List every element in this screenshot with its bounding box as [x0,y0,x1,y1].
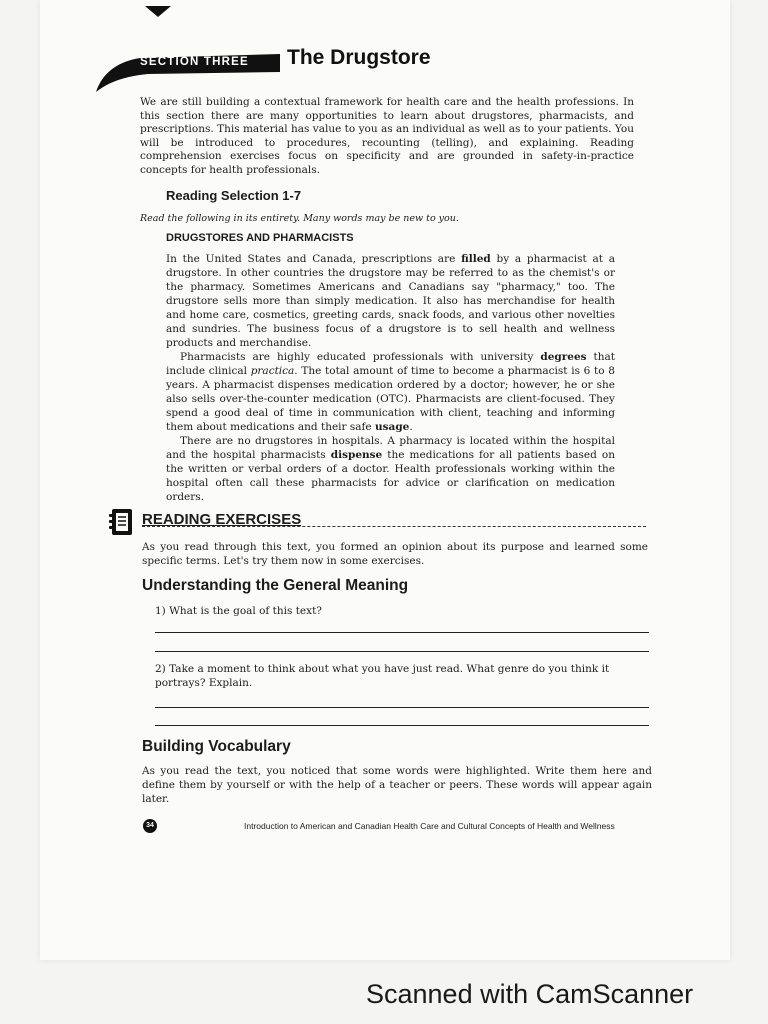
article-paragraph: Pharmacists are highly educated professionals with university degrees that include clinical practica. The total amount of time to become a pharmacist is 6 to 8 years. A pharmacist dispenses medication ordered by a doctor; however, he or she also sells over-the-counter medication (OTC). Pharmacists are client-focused. They spend a good deal of time in communication with client, teaching and informing them about medications and their safe usage. [166,351,615,433]
highlighted-term: usage [374,421,410,433]
article-paragraph: There are no drugstores in hospitals. A pharmacy is located within the hospital and the hospital pharmacists dispense the medications for all patients based on the written or verbal orders of a doctor. Health professionals working within the hospital often call these pharmacists for advice or clarification on medication orders. [166,435,615,503]
page-corner-mark [145,6,171,17]
dashed-divider [142,526,646,527]
intro-paragraph: We are still building a contextual framework for health care and the health professions. In this section there are many opportunities to learn about drugstores, pharmacists, and prescriptions. This material has value to you as an individual as well as to your patients. You will be introduced to procedures, recounting (telling), and explaining. Reading comprehension exercises focus on specificity and are grounded in safety-in-practice concepts for health professionals. [140,96,634,176]
answer-line[interactable] [155,725,649,726]
highlighted-term: filled [461,253,491,265]
running-footer: Introduction to American and Canadian Health Care and Cultural Concepts of Health and Wellness [244,821,615,831]
answer-line[interactable] [155,632,649,633]
general-meaning-heading: Understanding the General Meaning [142,577,409,594]
question-1: 1) What is the goal of this text? [155,605,322,617]
page-title: The Drugstore [287,46,431,69]
reading-selection-heading: Reading Selection 1-7 [166,188,302,203]
reading-instruction: Read the following in its entirety. Many words may be new to you. [140,213,459,224]
vocabulary-instructions: As you read the text, you noticed that some words were highlighted. Write them here and define them by yourself or with the help of a teacher or peers. These words will appear again later. [142,765,652,805]
scanner-watermark: Scanned with CamScanner [366,979,694,1009]
page-number: 34 [143,819,157,833]
answer-line[interactable] [155,651,649,652]
exercises-intro: As you read through this text, you formed an opinion about its purpose and learned some specific terms. Let's try them now in some exercises. [142,541,648,567]
italic-term: practica [250,365,295,377]
section-label: SECTION THREE [140,56,249,68]
highlighted-term: degrees [540,351,587,363]
highlighted-term: dispense [330,449,383,461]
reading-exercises-heading: READING EXERCISES [142,511,302,528]
article-body [166,252,615,504]
article-paragraph: In the United States and Canada, prescriptions are filled by a pharmacist at a drugstore. In other countries the drugstore may be referred to as the chemist's or the pharmacy. Sometimes Americans and Canadians say "pharmacy," too. The drugstore sells more than simply medication. It also has merchandise for health and home care, cosmetics, greeting cards, snack foods, and various other novelties and sundries. The business focus of a drugstore is to sell health and wellness products and merchandise. [166,253,616,349]
building-vocabulary-heading: Building Vocabulary [142,738,291,755]
answer-line[interactable] [155,707,649,708]
article-title: DRUGSTORES AND PHARMACISTS [166,232,354,244]
question-2: 2) Take a moment to think about what you have just read. What genre do you think it portrays? Explain. [155,663,610,689]
notebook-icon [108,507,136,537]
